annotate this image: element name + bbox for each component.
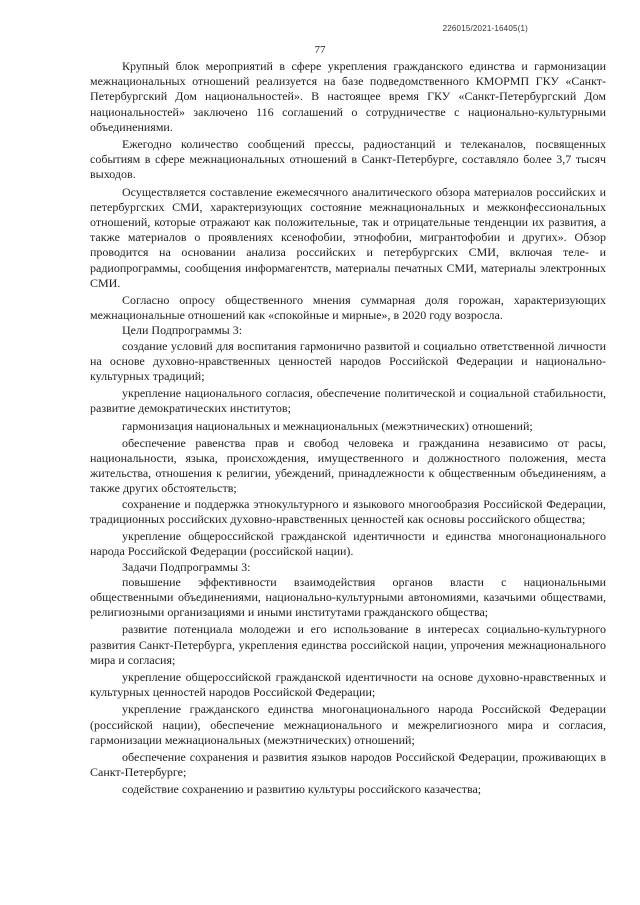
paragraph: Осуществляется составление ежемесячного аналитического обзора материалов российских и петербургских СМИ, характеризующих состояние межнациональных и межконфессиональных отношений, которые отражают как положительные, так и отрицательные тенденции их развития, а также материалов о проявлениях ксенофобии, этнофобии, мигрантофобии и других». Обзор проводится на основании анализа российских и петербургских СМИ, включая теле- и радиопрограммы, сообщения информагентств, материалы печатных СМИ, материалы электронных СМИ. [90, 184, 606, 290]
list-item: гармонизация национальных и межнациональных (межэтнических) отношений; [122, 418, 533, 433]
list-item: сохранение и поддержка этнокультурного и языкового многообразия Российской Федерации, традиционных российских духовно-нравственных ценностей как основы российского общества; [90, 496, 606, 526]
list-item: укрепление гражданского единства многонационального народа Российской Федерации (российской нации), обеспечение межнационального и межрелигиозного мира и согласия, гармонизации межнациональных (межэтнических) отношений; [90, 702, 606, 747]
paragraph: Согласно опросу общественного мнения суммарная доля горожан, характеризующих межнациональные отношений как «спокойные и мирные», в 2020 году возросла. [90, 293, 606, 323]
document-id: 226015/2021-16405(1) [442, 24, 528, 33]
list-item: повышение эффективности взаимодействия органов власти с национальными общественными объединениями, национально-культурными автономиями, казачьими обществами, религиозными организациями и иными институтами гражданского общества; [90, 574, 606, 620]
list-item: обеспечение сохранения и развития языков народов Российской Федерации, проживающих в Санкт-Петербурге; [90, 749, 606, 780]
list-item: развитие потенциала молодежи и его использование в интересах социально-культурного развития Санкт-Петербурга, укрепления единства российской нации, упрочения межнационального мира и согласия; [90, 622, 606, 667]
list-item: укрепление общероссийской гражданской идентичности на основе духовно-нравственных и культурных ценностей народов Российской Федерации; [90, 669, 606, 700]
section-heading: Задачи Подпрограммы 3: [122, 559, 251, 574]
paragraph: Крупный блок мероприятий в сфере укрепления гражданского единства и гармонизации межнациональных отношений реализуется на базе подведомственного КМОРМП ГКУ «Санкт-Петербургский Дом национальностей». В настоящее время ГКУ «Санкт-Петербургский Дом национальностей» заключено 116 соглашений о сотрудничестве с национально-культурными объединениями. [90, 59, 606, 134]
list-item: создание условий для воспитания гармонично развитой и социально ответственной личности на основе духовно-нравственных ценностей народов Российской Федерации и национально-культурных традиций; [90, 338, 606, 384]
section-heading: Цели Подпрограммы 3: [122, 323, 243, 338]
list-item: содействие сохранению и развитию культуры российского казачества; [122, 782, 482, 797]
page-number: 77 [314, 44, 326, 56]
paragraph: Ежегодно количество сообщений прессы, радиостанций и телеканалов, посвященных событиям в сфере межнациональных отношений в Санкт-Петербурге, составляло более 3,7 тысяч выходов. [90, 137, 606, 182]
list-item: укрепление национального согласия, обеспечение политической и социальной стабильности, развитие демократических институтов; [90, 386, 606, 416]
list-item: укрепление общероссийской гражданской идентичности и единства многонационального народа Российской Федерации (российской нации). [90, 529, 606, 559]
list-item: обеспечение равенства прав и свобод человека и гражданина независимо от расы, национальности, языка, происхождения, имущественного и должностного положения, места жительства, отношения к религии, убеждений, принадлежности к общественным объединениям, а также других обстоятельств; [90, 435, 606, 496]
document-body [90, 59, 606, 798]
